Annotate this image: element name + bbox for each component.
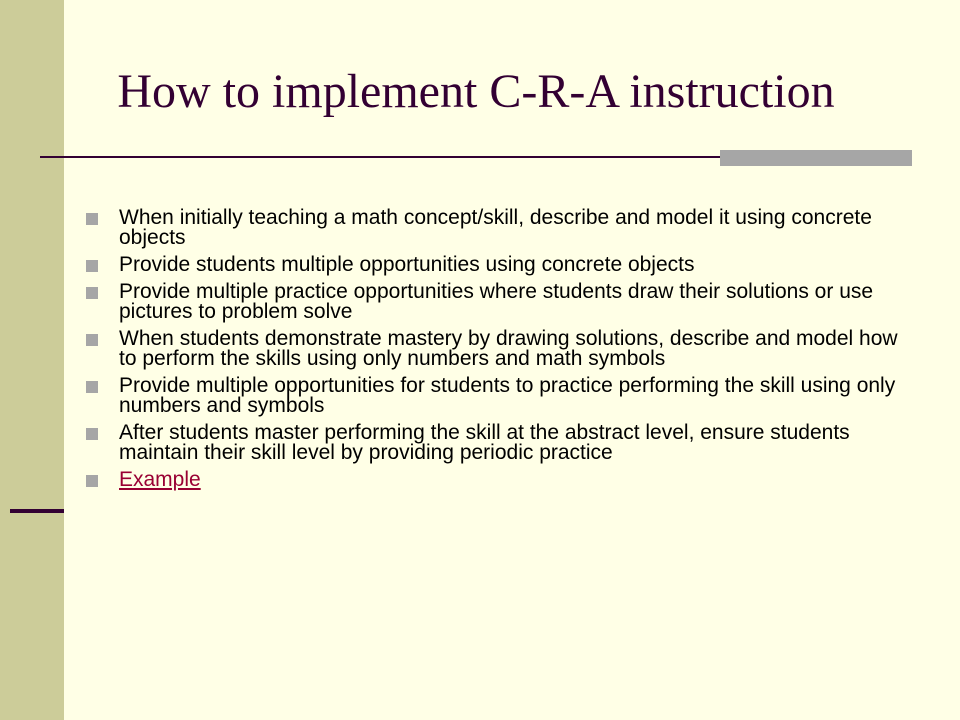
left-accent-line [10,509,64,513]
bullet-text: When students demonstrate mastery by drawing solutions, describe and model how to perform the skills using only numbers and math symbols [119,327,898,370]
bullet-item [86,376,906,416]
bullet-text: When initially teaching a math concept/skill, describe and model it using concrete objects [119,206,872,249]
slide-title: How to implement C-R-A instruction [117,65,835,118]
square-bullet-icon [86,381,98,393]
example-link[interactable]: Example [119,468,201,491]
bullet-text: Provide multiple practice opportunities where students draw their solutions or use pictures to problem solve [119,280,874,323]
bullet-text: After students master performing the skill at the abstract level, ensure students maintain their skill level by providing periodic practice [119,421,850,464]
bullet-item-example [86,470,906,490]
bullet-item [86,423,906,463]
bullet-item [86,282,906,322]
square-bullet-icon [86,260,98,272]
bullet-item [86,329,906,369]
square-bullet-icon [86,428,98,440]
bullet-list [86,208,906,497]
square-bullet-icon [86,475,98,487]
bullet-item [86,208,906,248]
bullet-text: Provide multiple opportunities for students to practice performing the skill using only numbers and symbols [119,374,896,417]
square-bullet-icon [86,287,98,299]
square-bullet-icon [86,334,98,346]
title-accent-block [720,150,912,166]
square-bullet-icon [86,213,98,225]
bullet-text: Provide students multiple opportunities using concrete objects [119,253,695,276]
bullet-item [86,255,906,275]
